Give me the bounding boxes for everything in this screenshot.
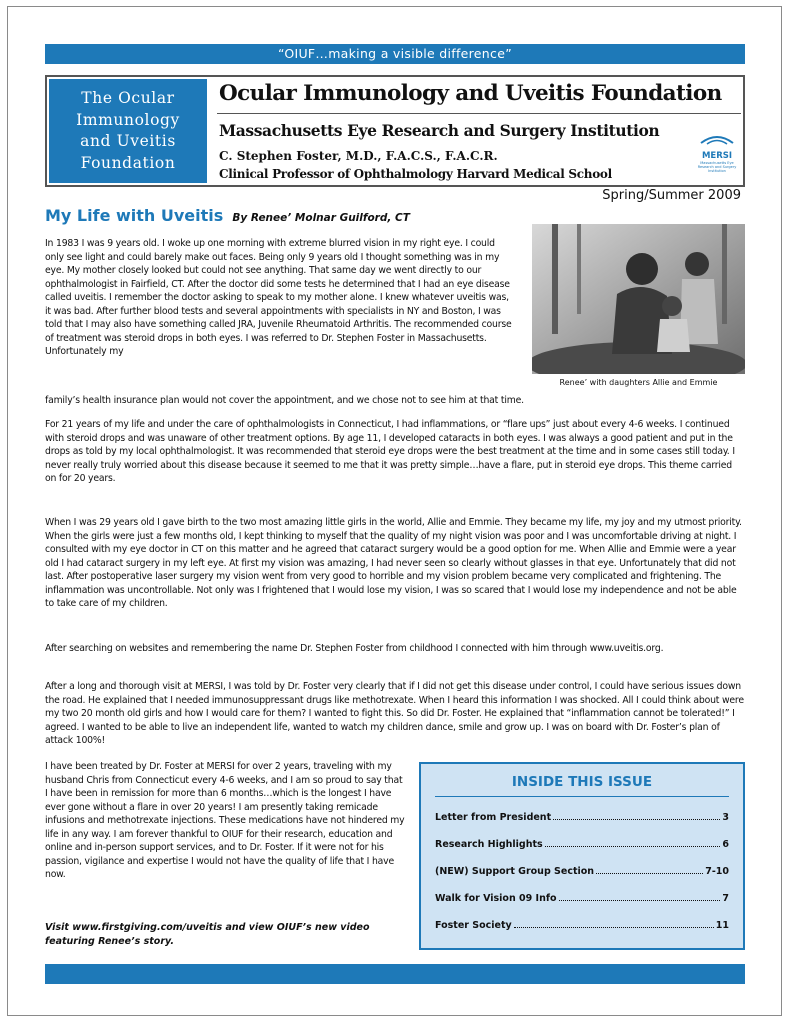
toc-item[interactable] xyxy=(435,812,729,823)
toc-leader xyxy=(514,927,714,928)
doctor-title: Clinical Professor of Ophthalmology Harvard Medical School xyxy=(219,167,612,181)
toc-item-page: 7-10 xyxy=(705,866,729,877)
logo-line: Foundation xyxy=(80,153,176,172)
inside-issue-title: INSIDE THIS ISSUE xyxy=(511,774,653,790)
inside-this-issue-box xyxy=(419,762,745,950)
header-divider xyxy=(217,113,741,114)
article-paragraph: After searching on websites and remembering the name Dr. Stephen Foster from childhood I connected with him through www.uveitis.org. xyxy=(45,643,664,654)
toc-item-page: 6 xyxy=(722,839,729,850)
issue-date: Spring/Summer 2009 xyxy=(602,188,741,203)
mersi-logo xyxy=(697,129,737,179)
toc-item[interactable] xyxy=(435,839,729,850)
toc-item-page: 3 xyxy=(722,812,729,823)
article-paragraph: After a long and thorough visit at MERSI, I was told by Dr. Foster very clearly that if I did not get this disease under control, I could have serious issues down the road. He explained that I needed immunosuppressant drugs like methotrexate. When I heard this information I was shocked. All I could think about were my two 20 month old girls and how I would care for them? I wanted to fight this. So did Dr. Foster. He explained that “inflammation cannot be tolerated!” I agreed. I wanted to be able to live an independent life, wanted to watch my children dance, smile and grow up. I was on board with Dr. Foster’s plan of attack 100%! xyxy=(45,681,744,746)
toc-leader xyxy=(596,873,703,874)
toc-leader xyxy=(553,819,720,820)
article-byline: By Renee’ Molnar Guilford, CT xyxy=(232,212,410,224)
toc-leader xyxy=(559,900,721,901)
toc-item-label: Research Highlights xyxy=(435,839,543,850)
toc-item-page: 11 xyxy=(715,920,729,931)
article-title: My Life with Uveitis xyxy=(45,206,224,225)
toc-leader xyxy=(545,846,721,847)
toc-item-label: Foster Society xyxy=(435,920,512,931)
mersi-logo-subtext: Massachusetts Eye Research and Surgery Institution xyxy=(697,161,737,173)
article-paragraph: I have been treated by Dr. Foster at MERSI for over 2 years, traveling with my husband Chris from Connecticut every 4-6 weeks, and I am so proud to say that I have been in remission for more than 6 months…which is the longest I have ever gone without a flare in over 20 years! I am presently taking remicade infusions and methotrexate injections. These medications have not hindered my life in any way. I am forever thankful to OIUF for their research, education and online and in-person support services, and to Dr. Foster. If it were not for his passion, vigilance and expertise I would not have the quality of life that I have now. xyxy=(45,761,405,880)
toc-item[interactable] xyxy=(435,893,729,904)
article-paragraph: When I was 29 years old I gave birth to the two most amazing little girls in the world, Allie and Emmie. They became my life, my joy and my utmost priority. When the girls were just a few months old, I kept thinking to myself that the quality of my night vision was poor and I was uncomfortable driving at night. I consulted with my eye doctor in CT on this matter and he agreed that cataract surgery would be a good option for me. When Allie and Emmie were a year old I had cataract surgery in my left eye. At first my vision was amazing, I had never seen so clearly without glasses in that eye. Unfortunately that did not last. After postoperative laser surgery my vision went from very good to horrible and my vision problem became very complicated and frightening. The inflammation was uncontrollable. Not only was I frightened that I would lose my vision, I was so scared that I would lose my independence and not be able to take care of my children. xyxy=(45,517,742,609)
mersi-logo-text: MERSI xyxy=(701,151,733,161)
toc-item-label: Walk for Vision 09 Info xyxy=(435,893,557,904)
toc-divider xyxy=(435,796,729,797)
family-photo xyxy=(532,224,745,374)
article-heading xyxy=(45,206,410,225)
toc-item[interactable] xyxy=(435,866,729,877)
masthead xyxy=(45,75,745,187)
logo-line: and Uveitis xyxy=(80,132,176,150)
doctor-name: C. Stephen Foster, M.D., F.A.C.S., F.A.C.R. xyxy=(219,149,498,163)
photo-caption: Renee’ with daughters Allie and Emmie xyxy=(559,378,718,387)
article-paragraph: For 21 years of my life and under the care of ophthalmologists in Connecticut, I had inflammations, or “flare ups” just about every 4-6 weeks. I continued with steroid drops and was unaware of other treatment options. By age 11, I developed cataracts in both eyes. I was always a good patient and put in the drops as told by my local ophthalmologist. It was recommended that steroid eye drops were the best treatment at the time and in some cases still today. I never really truly worried about this disease because it seemed to me that it was pretty simple…have a flare, put in steroid eye drops. This theme carried on for 20 years. xyxy=(45,419,735,484)
logo-line: The Ocular xyxy=(81,89,175,107)
tagline-banner: “OIUF…making a visible difference” xyxy=(45,44,745,64)
footer-bar xyxy=(45,964,745,984)
article-paragraph: family’s health insurance plan would not cover the appointment, and we chose not to see him at that time. xyxy=(45,395,524,406)
article-paragraph: In 1983 I was 9 years old. I woke up one morning with extreme blurred vision in my right eye. I could only see light and could barely make out faces. Being only 9 years old I thought something was in my eye. My mother closely looked but could not see anything. That same day we went directly to our ophthalmologist in Fairfield, CT. After the doctor did some tests he determined that I had an eye disease called uveitis. I remember the doctor asking to speak to my mother alone. I knew whatever uveitis was, it was bad. After further blood tests and several appointments with specialists in NY and Boston, I was told that I may also have something called JRA, Juvenile Rheumatoid Arthritis. The recommended course of treatment was steroid drops in both eyes. I was referred to Dr. Stephen Foster in Massachusetts. Unfortunately my xyxy=(45,238,512,357)
institute-name: Massachusetts Eye Research and Surgery Institution xyxy=(219,121,660,140)
toc-item[interactable] xyxy=(435,920,729,931)
toc-item-label: Letter from President xyxy=(435,812,552,823)
eye-icon xyxy=(697,129,737,147)
video-callout: Visit www.firstgiving.com/uveitis and view OIUF’s new video featuring Renee’s story. xyxy=(45,922,370,947)
org-name: Ocular Immunology and Uveitis Foundation xyxy=(219,81,722,106)
oiuf-logo xyxy=(49,79,207,183)
logo-line: Immunology xyxy=(76,110,180,129)
toc-item-page: 7 xyxy=(722,893,729,904)
toc-item-label: (NEW) Support Group Section xyxy=(435,866,595,877)
photo-image xyxy=(532,224,745,374)
